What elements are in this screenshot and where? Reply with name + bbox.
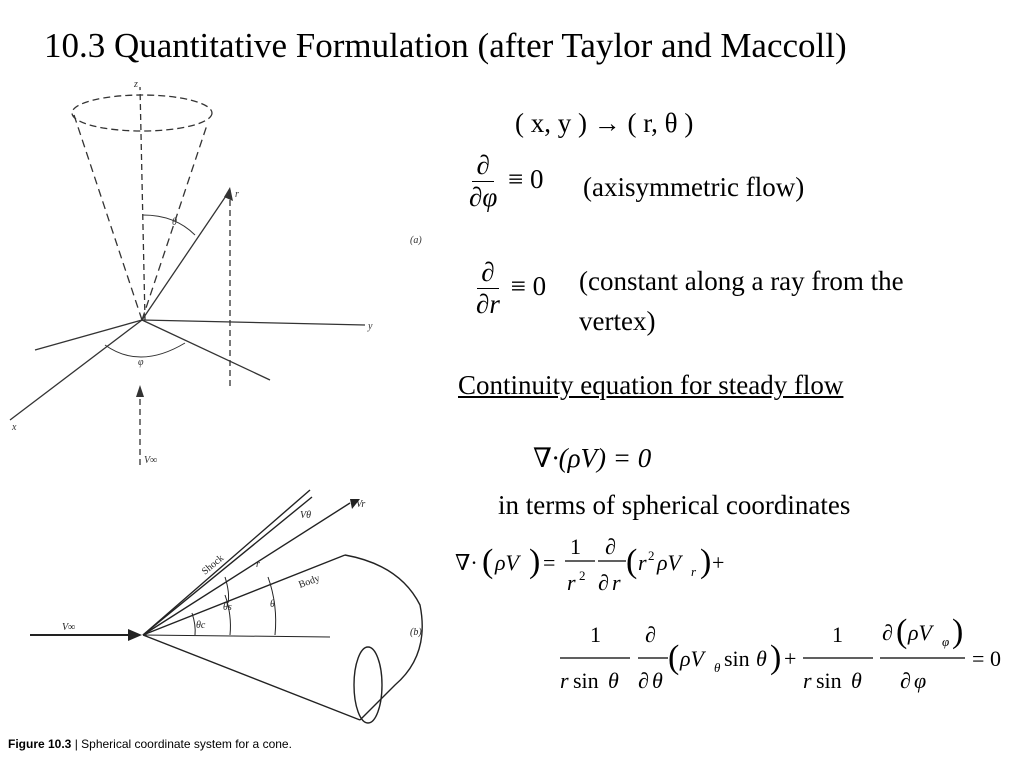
figure-b-cone-shock	[0, 485, 440, 730]
eq2-rhs: ≡ 0	[510, 270, 547, 301]
equation-axisymmetric	[465, 150, 544, 213]
svg-text:0: 0	[990, 646, 1001, 671]
label-theta-c: θc	[196, 620, 206, 631]
svg-text:=: =	[972, 646, 985, 671]
equation-ray	[472, 257, 546, 320]
svg-text:r: r	[560, 668, 569, 693]
svg-text:∂: ∂	[605, 534, 616, 559]
slide-title: 10.3 Quantitative Formulation (after Taylor and Maccoll)	[44, 26, 847, 65]
svg-text:r: r	[612, 570, 621, 595]
svg-text:θ: θ	[714, 660, 721, 675]
continuity-heading: Continuity equation for steady flow	[458, 370, 844, 400]
label-v-inf: V∞	[144, 455, 158, 466]
svg-text:∂: ∂	[882, 620, 893, 645]
label-x: x	[12, 422, 17, 433]
svg-text:r: r	[691, 564, 697, 579]
figure-a-cone-coordinates	[0, 75, 440, 475]
eq2-numerator: ∂	[477, 257, 498, 289]
svg-text:θ: θ	[851, 668, 862, 693]
svg-text:∂: ∂	[900, 668, 911, 693]
label-phi: φ	[138, 357, 144, 368]
svg-text:1: 1	[590, 622, 601, 647]
svg-text:∂: ∂	[598, 570, 609, 595]
svg-text:θ: θ	[756, 646, 767, 671]
label-z: z	[134, 79, 138, 90]
svg-text:φ: φ	[942, 634, 950, 649]
svg-text:): )	[952, 613, 964, 650]
svg-text:1: 1	[570, 534, 581, 559]
svg-text:+: +	[784, 646, 797, 671]
svg-text:(: (	[482, 543, 494, 580]
svg-text:=: =	[543, 550, 556, 575]
label-theta-s: θs	[223, 602, 232, 613]
ray-note-line-1: (constant along a ray from the	[579, 266, 904, 296]
svg-text:ρV: ρV	[908, 620, 932, 645]
svg-text:∂: ∂	[638, 668, 649, 693]
svg-text:): )	[770, 639, 782, 676]
svg-text:r: r	[803, 668, 812, 693]
eq1-numerator: ∂	[472, 150, 493, 182]
svg-text:): )	[700, 543, 712, 580]
label-r: r	[235, 189, 239, 200]
svg-text:sin: sin	[573, 668, 599, 693]
caption-text: | Spherical coordinate system for a cone.	[71, 737, 292, 751]
svg-text:2: 2	[579, 568, 586, 583]
svg-text:φ: φ	[914, 668, 927, 693]
label-b-theta: θ	[270, 599, 275, 610]
label-theta: θ	[172, 217, 177, 228]
axisymmetric-note: (axisymmetric flow)	[583, 172, 805, 202]
ray-note-line-2: vertex)	[579, 306, 656, 336]
spherical-continuity-equation	[450, 530, 1010, 705]
eq2-denominator: ∂r	[476, 289, 500, 320]
svg-text:r: r	[638, 550, 647, 575]
svg-text:ρV: ρV	[680, 646, 704, 671]
svg-text:θ: θ	[652, 668, 663, 693]
label-panel-b: (b)	[410, 627, 422, 638]
svg-text:sin: sin	[724, 646, 750, 671]
label-b-r: r	[256, 559, 260, 570]
eq1-denominator: ∂φ	[469, 182, 498, 213]
svg-text:(: (	[626, 543, 638, 580]
svg-text:∂: ∂	[645, 622, 656, 647]
svg-text:1: 1	[832, 622, 843, 647]
coordinate-mapping: ( x, y ) → ( r, θ )	[515, 108, 694, 138]
svg-text:ρV: ρV	[495, 550, 519, 575]
label-v-theta: Vθ	[300, 510, 312, 521]
spherical-coordinates-label: in terms of spherical coordinates	[498, 490, 851, 520]
label-shock: Shock	[199, 552, 227, 578]
svg-text:(: (	[668, 639, 680, 676]
caption-figure-number: Figure 10.3	[8, 737, 72, 751]
svg-text:2: 2	[648, 548, 655, 563]
svg-text:): )	[529, 543, 541, 580]
eq1-rhs: ≡ 0	[508, 163, 544, 194]
figure-caption	[8, 737, 292, 751]
svg-text:sin: sin	[816, 668, 842, 693]
continuity-equation: ∇·(ρV) = 0	[533, 443, 652, 473]
label-b-v-inf: V∞	[62, 622, 76, 633]
label-body: Body	[297, 573, 322, 591]
svg-text:r: r	[567, 570, 576, 595]
svg-text:θ: θ	[608, 668, 619, 693]
svg-text:+: +	[712, 550, 725, 575]
label-panel-a: (a)	[410, 235, 422, 246]
svg-text:ρV: ρV	[657, 550, 681, 575]
label-v-r: Vr	[356, 499, 366, 510]
svg-text:∇·: ∇·	[455, 550, 478, 575]
label-y: y	[368, 321, 373, 332]
ray-note	[579, 261, 904, 341]
svg-text:(: (	[896, 613, 908, 650]
